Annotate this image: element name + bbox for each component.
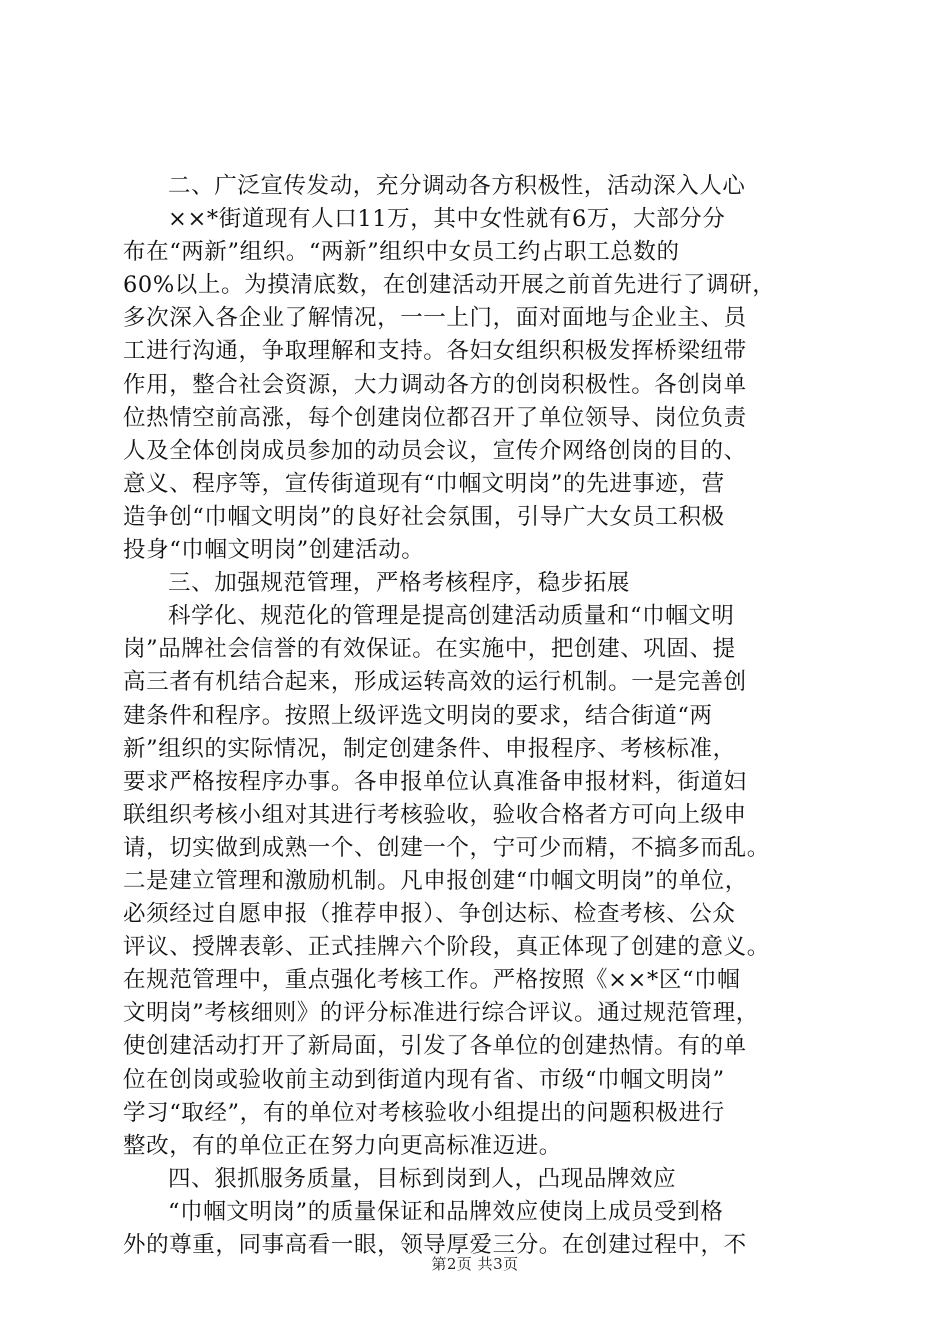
- text-line: 位热情空前高涨，每个创建岗位都召开了单位领导、岗位负责: [123, 404, 747, 431]
- text-line: 投身“巾帼文明岗”创建活动。: [123, 537, 425, 564]
- text-line: 评议、授牌表彰、正式挂牌六个阶段，真正体现了创建的意义。: [123, 934, 770, 961]
- text-line: 外的尊重，同事高看一眼，领导厚爱三分。在创建过程中，不: [123, 1232, 747, 1258]
- text-line: 二是建立管理和激励机制。凡申报创建“巾帼文明岗”的单位，: [123, 867, 748, 894]
- text-line: 科学化、规范化的管理是提高创建活动质量和“巾帼文明: [168, 603, 735, 630]
- document-body: [123, 170, 843, 1262]
- text-line: 必须经过自愿申报（推荐申报）、争创达标、检查考核、公众: [123, 901, 736, 928]
- page-footer: 第2页 共3页: [431, 1255, 519, 1273]
- text-line: 要求严格按程序办事。各申报单位认真准备申报材料，街道妇: [123, 768, 747, 795]
- text-line: 高三者有机结合起来，形成运转高效的运行机制。一是完善创: [123, 669, 747, 696]
- text-line: 岗”品牌社会信誉的有效保证。在实施中，把创建、巩固、提: [123, 636, 736, 663]
- text-line: 文明岗”考核细则》的评分标准进行综合评议。通过规范管理，: [123, 1000, 759, 1027]
- text-line: 布在“两新”组织。“两新”组织中女员工约占职工总数的: [123, 239, 680, 266]
- text-line: 造争创“巾帼文明岗”的良好社会氛围，引导广大女员工积极: [123, 503, 725, 530]
- text-line: ××*街道现有人口11万，其中女性就有6万，大部分分: [168, 206, 726, 233]
- text-line: 联组织考核小组对其进行考核验收，验收合格者方可向上级申: [123, 801, 747, 828]
- text-line: 学习“取经”，有的单位对考核验收小组提出的问题积极进行: [123, 1099, 725, 1126]
- text-line: 请，切实做到成熟一个、创建一个，宁可少而精，不搞多而乱。: [123, 834, 770, 861]
- text-line: 使创建活动打开了新局面，引发了各单位的创建热情。有的单: [123, 1033, 747, 1060]
- text-line: 四、狠抓服务质量，目标到岗到人，凸现品牌效应: [168, 1165, 677, 1192]
- text-line: 人及全体创岗成员参加的动员会议，宣传介网络创岗的目的、: [123, 437, 747, 464]
- text-line: 位在创岗或验收前主动到街道内现有省、市级“巾帼文明岗”: [123, 1066, 725, 1093]
- text-line: 多次深入各企业了解情况，一一上门，面对面地与企业主、员: [123, 305, 747, 332]
- text-line: 建条件和程序。按照上级评选文明岗的要求，结合街道“两: [123, 702, 713, 729]
- text-line: “巾帼文明岗”的质量保证和品牌效应使岗上成员受到格: [168, 1198, 724, 1225]
- text-line: 工进行沟通，争取理解和支持。各妇女组织积极发挥桥梁纽带: [123, 338, 747, 365]
- text-line: 二、广泛宣传发动，充分调动各方积极性，活动深入人心: [168, 173, 746, 199]
- text-line: 在规范管理中，重点强化考核工作。严格按照《××*区“巾帼: [123, 967, 741, 994]
- text-line: 意义、程序等，宣传街道现有“巾帼文明岗”的先进事迹，营: [123, 470, 725, 497]
- text-line: 整改，有的单位正在努力向更高标准迈进。: [123, 1132, 562, 1159]
- text-line: 新”组织的实际情况，制定创建条件、申报程序、考核标准，: [123, 735, 736, 762]
- text-line: 60%以上。为摸清底数，在创建活动开展之前首先进行了调研，: [123, 272, 776, 299]
- text-line: 作用，整合社会资源，大力调动各方的创岗积极性。各创岗单: [123, 371, 747, 398]
- text-line: 三、加强规范管理，严格考核程序，稳步拓展: [168, 570, 631, 597]
